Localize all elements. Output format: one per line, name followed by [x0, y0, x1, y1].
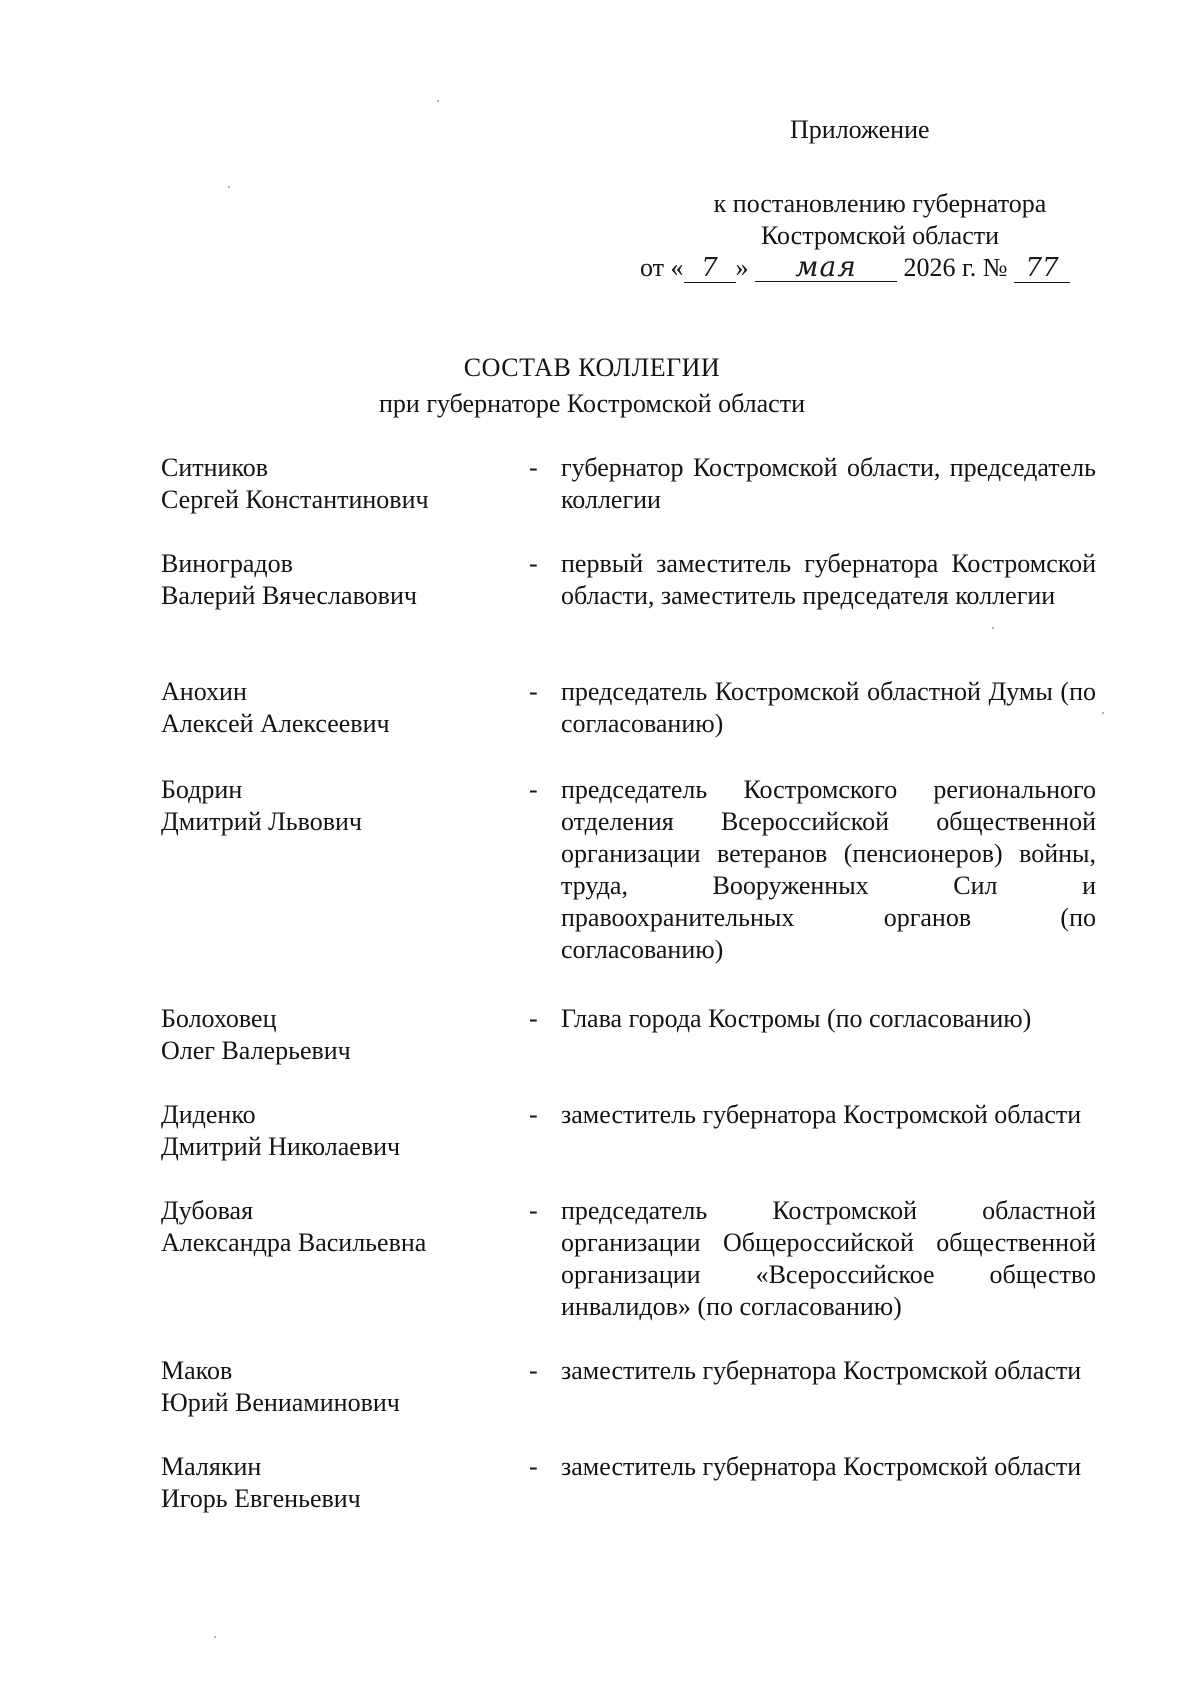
member-given-names: Сергей Константинович: [161, 485, 429, 514]
scan-speck: [992, 627, 994, 629]
member-dash: -: [529, 677, 538, 706]
member-dash: -: [529, 775, 538, 804]
document-title: [0, 352, 1200, 420]
document-title-main: СОСТАВ КОЛЛЕГИИ: [463, 353, 721, 382]
member-role: Глава города Костромы (по согласованию): [561, 1004, 1032, 1033]
member-dash: -: [529, 1196, 538, 1225]
scan-speck: [228, 186, 230, 188]
handwritten-decree-number: 77: [1014, 254, 1070, 283]
member-surname: Ситников: [161, 453, 269, 482]
member-given-names: Александра Васильевна: [161, 1228, 427, 1257]
member-given-names: Олег Валерьевич: [161, 1036, 351, 1065]
scan-speck: [214, 1636, 216, 1638]
member-surname: Диденко: [161, 1100, 256, 1129]
member-role: губернатор Костромской области, председатель коллегии: [561, 453, 1096, 514]
member-name: [161, 452, 521, 516]
member-role: председатель Костромской областной организации Общероссийской общественной организации «Всероссийское общество инвалидов» (по согласованию): [561, 1196, 1096, 1321]
member-name: [161, 1099, 521, 1163]
member-dash: -: [529, 1452, 538, 1481]
member-dash: -: [529, 1100, 538, 1129]
member-name: [161, 1355, 521, 1419]
member-dash: -: [529, 549, 538, 578]
date-close-quote: »: [735, 253, 749, 282]
member-surname: Бодрин: [161, 775, 243, 804]
member-surname: Дубовая: [161, 1196, 254, 1225]
member-dash: -: [529, 1004, 538, 1033]
member-name: [161, 1451, 521, 1515]
member-given-names: Алексей Алексеевич: [161, 709, 390, 738]
member-dash: -: [529, 453, 538, 482]
member-role: заместитель губернатора Костромской области: [561, 1100, 1082, 1129]
handwritten-month: мая: [755, 253, 897, 282]
member-given-names: Юрий Вениаминович: [161, 1388, 400, 1417]
member-surname: Виноградов: [161, 549, 293, 578]
member-role: первый заместитель губернатора Костромской области, заместитель председателя коллегии: [561, 549, 1096, 610]
date-year: 2026 г. №: [903, 253, 1008, 282]
member-surname: Болоховец: [161, 1004, 277, 1033]
member-role: заместитель губернатора Костромской области: [561, 1356, 1082, 1385]
scan-speck: [437, 100, 439, 102]
date-prefix: от «: [640, 253, 684, 282]
decree-reference-line-1: к постановлению губернатора: [713, 189, 1047, 218]
handwritten-day: 7: [684, 254, 736, 283]
member-name: [161, 676, 521, 740]
member-given-names: Игорь Евгеньевич: [161, 1484, 361, 1513]
member-dash: -: [529, 1356, 538, 1385]
member-name: [161, 1003, 521, 1067]
member-given-names: Валерий Вячеславович: [161, 581, 417, 610]
member-given-names: Дмитрий Львович: [161, 807, 362, 836]
member-role: председатель Костромской областной Думы (по согласованию): [561, 677, 1096, 738]
decree-reference-line-2: Костромской области: [760, 221, 1000, 250]
decree-reference: [600, 188, 1160, 252]
appendix-label: Приложение: [790, 115, 930, 144]
member-name: [161, 548, 521, 612]
member-name: [161, 774, 521, 838]
scan-speck: [1102, 712, 1104, 714]
member-surname: Маков: [161, 1356, 233, 1385]
member-role: председатель Костромского регионального отделения Всероссийской общественной организации ветеранов (пенсионеров) войны, труда, Вооруженных Сил и правоохранительных органов (по согласованию): [561, 775, 1096, 964]
member-role: заместитель губернатора Костромской области: [561, 1452, 1082, 1481]
member-surname: Малякин: [161, 1452, 262, 1481]
member-given-names: Дмитрий Николаевич: [161, 1132, 401, 1161]
member-name: [161, 1195, 521, 1259]
member-surname: Анохин: [161, 677, 247, 706]
document-title-sub: при губернаторе Костромской области: [379, 389, 805, 418]
decree-date-line: [640, 252, 1070, 284]
